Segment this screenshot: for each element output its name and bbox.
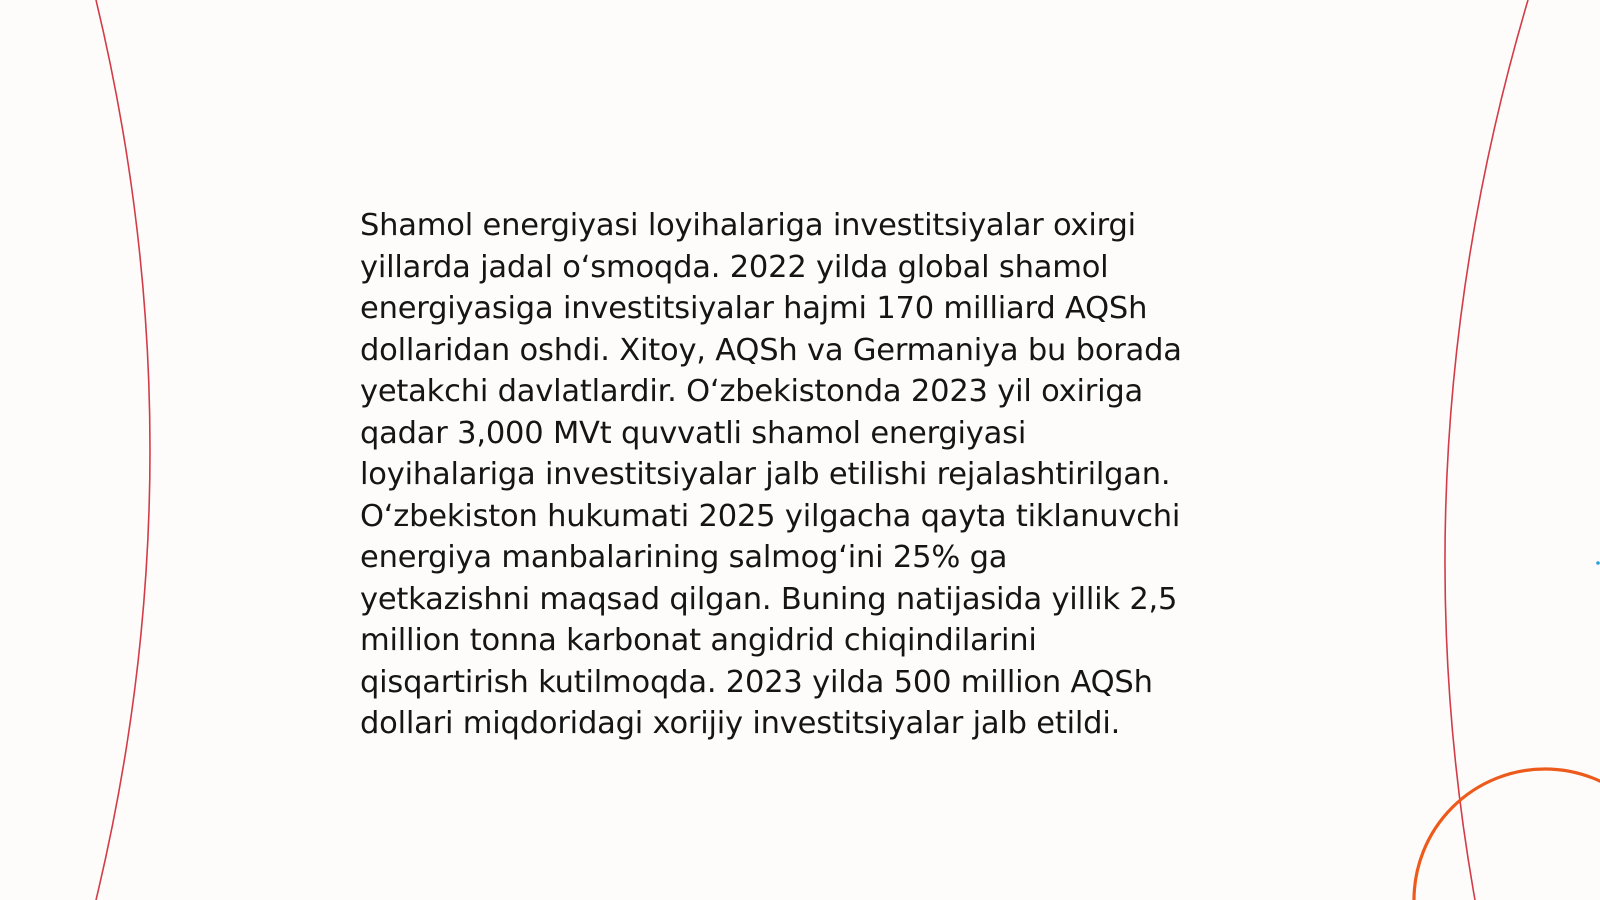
paragraph-line: Shamol energiyasi loyihalariga investitsiyalar oxirgi xyxy=(360,208,1136,243)
orange-accent-arc xyxy=(1414,769,1600,900)
paragraph-line: yetakchi davlatlardir. O‘zbekistonda 2023 yil oxiriga xyxy=(360,374,1144,409)
right-curve-line xyxy=(1445,0,1528,900)
paragraph-line: dollaridan oshdi. Xitoy, AQSh va Germaniya bu borada xyxy=(360,332,1182,368)
left-curve-line xyxy=(96,0,150,900)
paragraph-line: energiyasiga investitsiyalar hajmi 170 milliard AQSh xyxy=(360,291,1148,326)
paragraph-line: yetkazishni maqsad qilgan. Buning natijasida yillik 2,5 xyxy=(360,581,1178,617)
paragraph-line: qadar 3,000 MVt quvvatli shamol energiyasi xyxy=(360,415,1027,451)
paragraph-line: O‘zbekiston hukumati 2025 yilgacha qayta tiklanuvchi xyxy=(360,498,1181,534)
paragraph-line: energiya manbalarining salmog‘ini 25% ga xyxy=(360,540,1008,575)
paragraph-line: qisqartirish kutilmoqda. 2023 yilda 500 million AQSh xyxy=(360,664,1153,700)
paragraph-line: million tonna karbonat angidrid chiqindilarini xyxy=(360,623,1037,658)
body-paragraph xyxy=(360,205,1260,745)
paragraph-line: yillarda jadal o‘smoqda. 2022 yilda global shamol xyxy=(360,249,1109,285)
paragraph-line: dollari miqdoridagi xorijiy investitsiyalar jalb etildi. xyxy=(360,706,1121,741)
blue-accent-dot xyxy=(1596,561,1600,565)
paragraph-line: loyihalariga investitsiyalar jalb etilishi rejalashtirilgan. xyxy=(360,457,1171,492)
